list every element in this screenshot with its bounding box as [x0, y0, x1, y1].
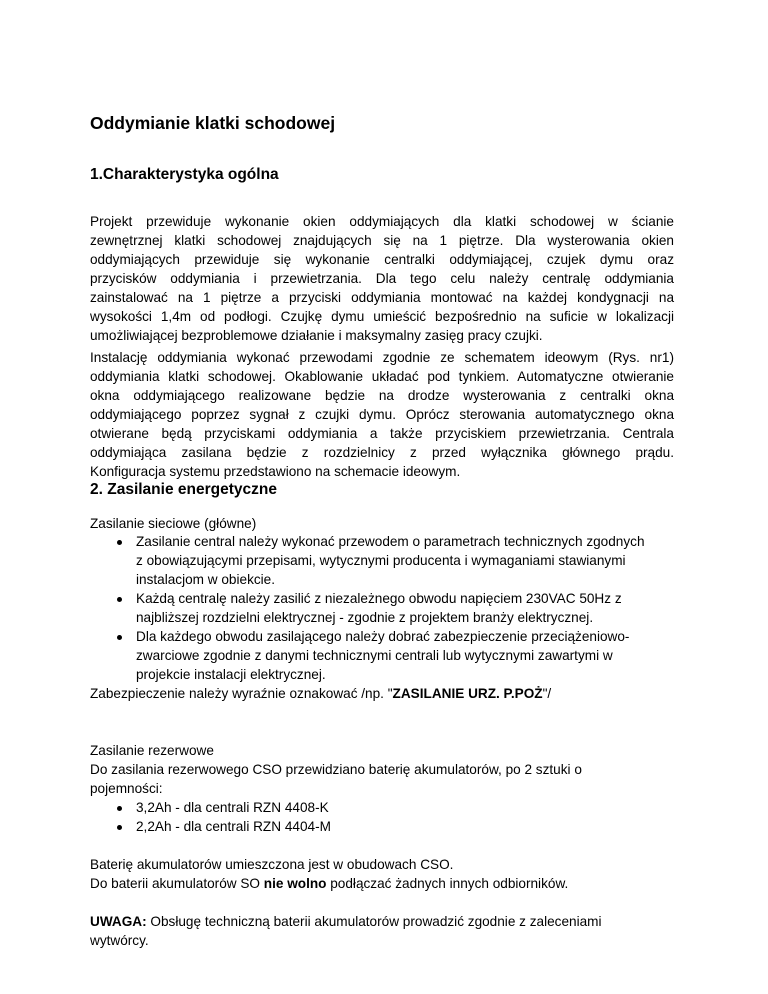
- text-line: umożliwiającej bezproblemowe działanie i maksymalny zasięg pracy czujki.: [90, 328, 543, 343]
- no-connect-note: [90, 874, 568, 893]
- warning-text: Obsługę techniczną baterii akumulatorów prowadzić zgodnie z zaleceniami: [146, 914, 602, 929]
- battery-location: Baterię akumulatorów umieszczona jest w obudowach CSO.: [90, 857, 454, 872]
- bullet-text: Zasilanie central należy wykonać przewodem o parametrach technicznych zgodnych: [136, 534, 645, 549]
- warning-note: [90, 912, 602, 931]
- warning-text-cont: wytwórcy.: [90, 933, 149, 948]
- bullet-icon: [117, 806, 122, 811]
- text-line: wysokości 1,4m od podłogi. Czujkę dymu umieścić bezpośrednio na suficie w lokalizacji: [90, 309, 674, 324]
- page-title: Oddymianie klatki schodowej: [90, 113, 336, 133]
- text-line: przycisków oddymiania i przewietrzania. Dla tego celu należy centralę oddymiania: [90, 271, 674, 286]
- battery-item: 2,2Ah - dla centrali RZN 4404-M: [136, 819, 331, 834]
- reserve-power-label: Zasilanie rezerwowe: [90, 743, 214, 758]
- reserve-text: Do zasilania rezerwowego CSO przewidziano baterię akumulatorów, po 2 sztuki o: [90, 762, 582, 777]
- no-connect-suffix: podłączać żadnych innych odbiorników.: [326, 876, 569, 891]
- no-connect-emphasis: nie wolno: [263, 876, 327, 891]
- no-connect-prefix: Do baterii akumulatorów SO: [90, 876, 264, 891]
- text-line: oddymiająca zasilana będzie z rozdzielnicy z przed wyłącznika głównego prądu.: [90, 445, 674, 460]
- bullet-text: najbliższej rozdzielni elektrycznej - zgodnie z projektem branży elektrycznej.: [136, 610, 594, 625]
- bullet-icon: [117, 540, 122, 545]
- section-heading-power: 2. Zasilanie energetyczne: [90, 481, 277, 498]
- text-line: oddymiających przewiduje się wykonanie centralki oddymiającej, czujek dymu oraz: [90, 252, 674, 267]
- bullet-text: projekcie instalacji elektrycznej.: [136, 667, 326, 682]
- bullet-text: zwarciowe zgodnie z danymi technicznymi centrali lub wytycznymi zawartymi w: [136, 648, 613, 663]
- bullet-text: instalacjom w obiekcie.: [136, 572, 276, 587]
- text-line: okna oddymiającego realizowane będzie na drodze wysterowania z centralki okna: [90, 388, 674, 403]
- text-line: zainstalować na 1 piętrze a przyciski oddymiania montować na każdej kondygnacji na: [90, 290, 674, 305]
- battery-item: 3,2Ah - dla centrali RZN 4408-K: [136, 800, 329, 815]
- text-line: otwierane będą przyciskami oddymiania a także przyciskiem przewietrzania. Centrala: [90, 426, 674, 441]
- text-line: oddymiania klatki schodowej. Okablowanie układać pod tynkiem. Automatyczne otwieranie: [90, 369, 674, 384]
- section-heading-general: 1.Charakterystyka ogólna: [90, 166, 279, 183]
- bullet-icon: [117, 635, 122, 640]
- bullet-icon: [117, 597, 122, 602]
- marking-prefix: Zabezpieczenie należy wyraźnie oznakować /np. ": [90, 686, 393, 701]
- text-line: oddymiającego poprzez sygnał z czujki dymu. Oprócz sterowania automatycznego okna: [90, 407, 674, 422]
- bullet-icon: [117, 825, 122, 830]
- bullet-text: z obowiązującymi przepisami, wytycznymi producenta i wymaganiami stawianymi: [136, 553, 626, 568]
- warning-label: UWAGA:: [90, 914, 147, 929]
- paragraph-general-2: [90, 348, 674, 481]
- marking-suffix: "/: [542, 686, 552, 701]
- text-line: zewnętrznej klatki schodowej znajdujących się na 1 piętrze. Dla wysterowania okien: [90, 233, 674, 248]
- marking-label: ZASILANIE URZ. P.POŻ: [392, 686, 543, 701]
- text-line: Konfiguracja systemu przedstawiono na schemacie ideowym.: [90, 464, 461, 479]
- text-line: Instalację oddymiania wykonać przewodami zgodnie ze schematem ideowym (Rys. nr1): [90, 350, 674, 365]
- paragraph-general-1: [90, 212, 674, 345]
- reserve-text: pojemności:: [90, 781, 163, 796]
- bullet-text: Dla każdego obwodu zasilającego należy dobrać zabezpieczenie przeciążeniowo-: [136, 629, 630, 644]
- text-line: Projekt przewiduje wykonanie okien oddymiających dla klatki schodowej w ścianie: [90, 214, 674, 229]
- mains-power-label: Zasilanie sieciowe (główne): [90, 516, 257, 531]
- bullet-text: Każdą centralę należy zasilić z niezależnego obwodu napięciem 230VAC 50Hz z: [136, 591, 622, 606]
- marking-note: [90, 684, 551, 703]
